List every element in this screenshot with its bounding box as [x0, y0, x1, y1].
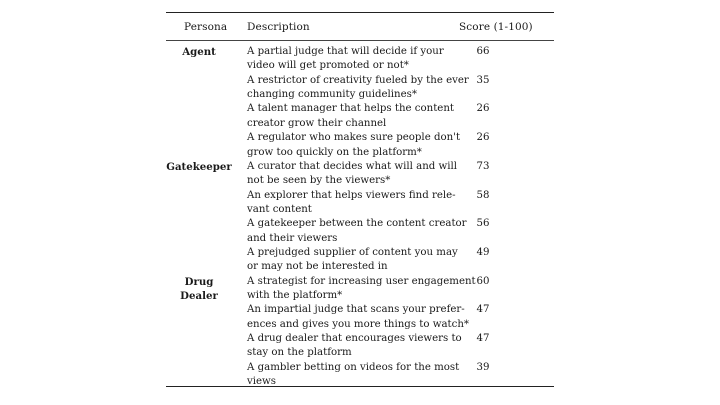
table-body: [166, 41, 554, 386]
description-line: A gambler betting on videos for the most: [247, 361, 460, 373]
table-row: [166, 242, 554, 271]
table-row: [166, 328, 554, 357]
score-cell: 26: [476, 103, 490, 115]
description-line: changing community guidelines*: [247, 89, 417, 101]
description-cell: [247, 361, 460, 390]
table-row: [166, 271, 554, 300]
description-line: not be seen by the viewers*: [247, 175, 391, 187]
description-line: grow too quickly on the platform*: [247, 146, 422, 158]
description-line: A drug dealer that encourages viewers to: [247, 333, 462, 344]
score-cell: 49: [476, 246, 490, 258]
description-line: views: [247, 376, 276, 388]
header-persona: Persona: [184, 21, 228, 33]
description-line: A partial judge that will decide if your: [247, 46, 444, 57]
description-line: creator grow their channel: [247, 117, 387, 129]
description-line: A gatekeeper between the content creator: [247, 218, 467, 230]
description-line: with the platform*: [247, 290, 343, 301]
score-cell: 73: [476, 160, 490, 172]
table-header: [166, 13, 554, 40]
description-line: or may not be interested in: [247, 261, 388, 273]
persona-cell: Agent: [182, 46, 216, 58]
description-line: A curator that decides what will and will: [247, 160, 458, 172]
description-line: ences and gives you more things to watch*: [247, 318, 470, 330]
description-line: A strategist for increasing user engagement: [247, 275, 476, 287]
persona-table: [166, 12, 554, 387]
table-row: [166, 185, 554, 214]
score-cell: 47: [476, 333, 490, 344]
description-line: A restrictor of creativity fueled by the ever: [247, 74, 469, 86]
header-description: Description: [247, 21, 310, 33]
table-row: [166, 127, 554, 156]
score-cell: 58: [476, 189, 490, 201]
description-line: A talent manager that helps the content: [247, 103, 454, 115]
description-line: A regulator who makes sure people don't: [247, 132, 461, 144]
header-score: Score (1-100): [459, 21, 533, 33]
table-row: [166, 156, 554, 185]
description-line: An explorer that helps viewers find rele-: [247, 189, 456, 201]
description-line: video will get promoted or not*: [247, 60, 409, 72]
score-cell: 66: [476, 46, 490, 57]
table-row: [166, 70, 554, 99]
description-line: stay on the platform: [247, 347, 352, 359]
table-row: [166, 213, 554, 242]
description-line: A prejudged supplier of content you may: [247, 246, 458, 258]
table-row: [166, 41, 554, 70]
table-row: [166, 98, 554, 127]
score-cell: 60: [476, 275, 490, 287]
persona-cell: Drug Dealer: [180, 275, 218, 302]
score-cell: 35: [476, 74, 490, 86]
score-cell: 47: [476, 304, 490, 316]
score-cell: 56: [476, 218, 490, 230]
score-cell: 39: [476, 361, 490, 373]
description-line: vant content: [247, 203, 312, 215]
score-cell: 26: [476, 132, 490, 144]
table-row: [166, 299, 554, 328]
persona-cell: Gatekeeper: [166, 160, 232, 173]
description-line: and their viewers: [247, 232, 338, 244]
table-row: [166, 357, 554, 386]
description-line: An impartial judge that scans your prefer-: [247, 304, 465, 316]
